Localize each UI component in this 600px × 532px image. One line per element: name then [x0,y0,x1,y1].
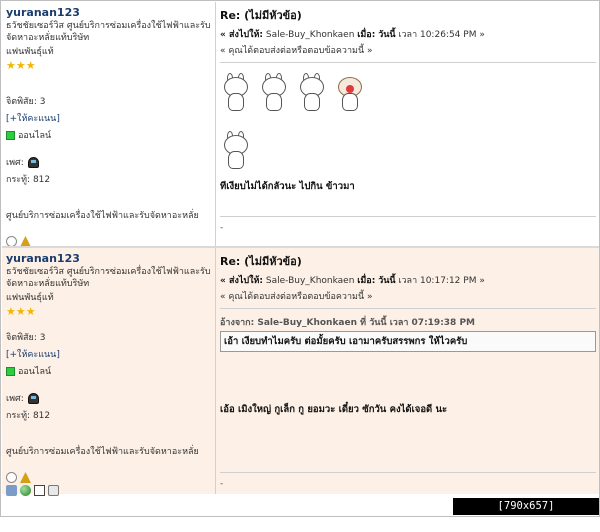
post-divider [220,308,596,309]
gender-icon [28,393,39,404]
username-link[interactable]: yuranan123 [6,252,80,265]
meta-when: วันนี้ [378,30,396,40]
meta-prefix: « ส่งไปให้: [220,276,264,286]
post-message: ทีเงียบไม่ได้กลัวนะ ไปกิน ข้าวมา [220,181,355,192]
meta-time: เวลา 10:26:54 PM » [398,30,485,40]
meta-time: เวลา 10:17:12 PM » [398,276,485,286]
poster-info [6,252,214,496]
rabbit-sitting-sticker-icon [220,131,250,171]
post-signature: - [220,479,224,489]
sex-label: เพศ: [6,158,24,168]
sticker-row [220,73,596,113]
meta-prefix: « ส่งไปให้: [220,30,264,40]
post-count: กระทู้: 812 [6,175,51,185]
karma-label: จิตพิสัย: 3 [6,333,46,343]
poster-info [6,6,214,260]
online-label: ออนไลน์ [18,367,52,377]
rabbit-sticker-icon [220,73,250,113]
post-subject[interactable]: Re: (ไม่มีหัวข้อ) [220,9,302,22]
rank-stars-icon: ★★★ [6,305,36,318]
signature: ศูนย์บริการซ่อมเครื่องใช้ไฟฟ้าและรับจัดหาอะหลั่ย [6,447,199,457]
status-icons [6,472,214,483]
meta-when-label: เมื่อ: [357,30,376,40]
post-subject[interactable]: Re: (ไม่มีหัวข้อ) [220,255,302,268]
online-icon [6,131,15,140]
column-divider [215,2,216,247]
username-link[interactable]: yuranan123 [6,6,80,19]
meta-recipient: Sale-Buy_Khonkaen [265,30,355,40]
online-icon [6,367,15,376]
reply-status: « คุณได้ตอบส่งต่อหรือตอบข้อความนี้ » [220,292,373,302]
personal-message-icon[interactable] [48,485,59,496]
post-content [220,6,596,233]
online-status [6,364,214,378]
profile-icon[interactable] [6,485,17,496]
user-rank: แฟนพันธุ์แท้ [6,293,54,303]
person-icon [20,472,31,483]
meta-when: วันนี้ [378,276,396,286]
post-message: เอ้อ เมิงใหญ่ กูเล็ก กู ยอมวะ เดี๋ยว ซักวัน คงได้เจอดี นะ [220,404,448,415]
sticker-row-2 [220,131,596,171]
signature-divider [220,472,596,473]
smiley-icon [6,472,17,483]
sex-row [6,155,214,169]
post-divider [220,62,596,63]
meta-when-label: เมื่อ: [357,276,376,286]
user-title: ธวัชชัยเซอร์วิส ศูนย์บริการซ่อมเครื่องใช้ไฟฟ้าและรับจัดหาอะหลั่ยแท้บริษัท [6,267,211,289]
meta-recipient: Sale-Buy_Khonkaen [265,276,355,286]
cat-sticker-icon [334,73,364,113]
post-content [220,252,596,489]
forum-post-1 [2,2,599,247]
online-label: ออนไลน์ [18,131,52,141]
gender-icon [28,157,39,168]
karma-add-link[interactable]: [+ให้คะแนน] [6,114,60,124]
rabbit-sticker-icon [258,73,288,113]
forum-post-2 [2,248,599,494]
sex-row [6,391,214,405]
karma-add-link[interactable]: [+ให้คะแนน] [6,350,60,360]
quote-block: เอ้า เงียบทำไมครับ ต่อมั้ยครับ เอามาครับสรรพกร ให้ไวครับ [220,331,596,352]
quote-header[interactable]: อ้างจาก: Sale-Buy_Khonkaen ที่ วันนี้ เวลา 07:19:38 PM [220,318,475,328]
signature-divider [220,216,596,217]
post-meta [220,27,596,41]
online-status [6,128,214,142]
email-icon[interactable] [34,485,45,496]
sex-label: เพศ: [6,394,24,404]
rabbit-sticker-icon [296,73,326,113]
post-count: กระทู้: 812 [6,411,51,421]
website-globe-icon[interactable] [20,485,31,496]
user-title: ธวัชชัยเซอร์วิส ศูนย์บริการซ่อมเครื่องใช้ไฟฟ้าและรับจัดหาอะหลั่ยแท้บริษัท [6,21,211,43]
post-meta [220,273,596,287]
user-rank: แฟนพันธุ์แท้ [6,47,54,57]
signature: ศูนย์บริการซ่อมเครื่องใช้ไฟฟ้าและรับจัดหาอะหลั่ย [6,211,199,221]
column-divider [215,248,216,494]
post-signature: - [220,223,224,233]
image-host-watermark: [790x657] http://upic.me/ [453,498,599,515]
rank-stars-icon: ★★★ [6,59,36,72]
reply-status: « คุณได้ตอบส่งต่อหรือตอบข้อความนี้ » [220,46,373,56]
karma-label: จิตพิสัย: 3 [6,97,46,107]
contact-icons [6,485,214,496]
